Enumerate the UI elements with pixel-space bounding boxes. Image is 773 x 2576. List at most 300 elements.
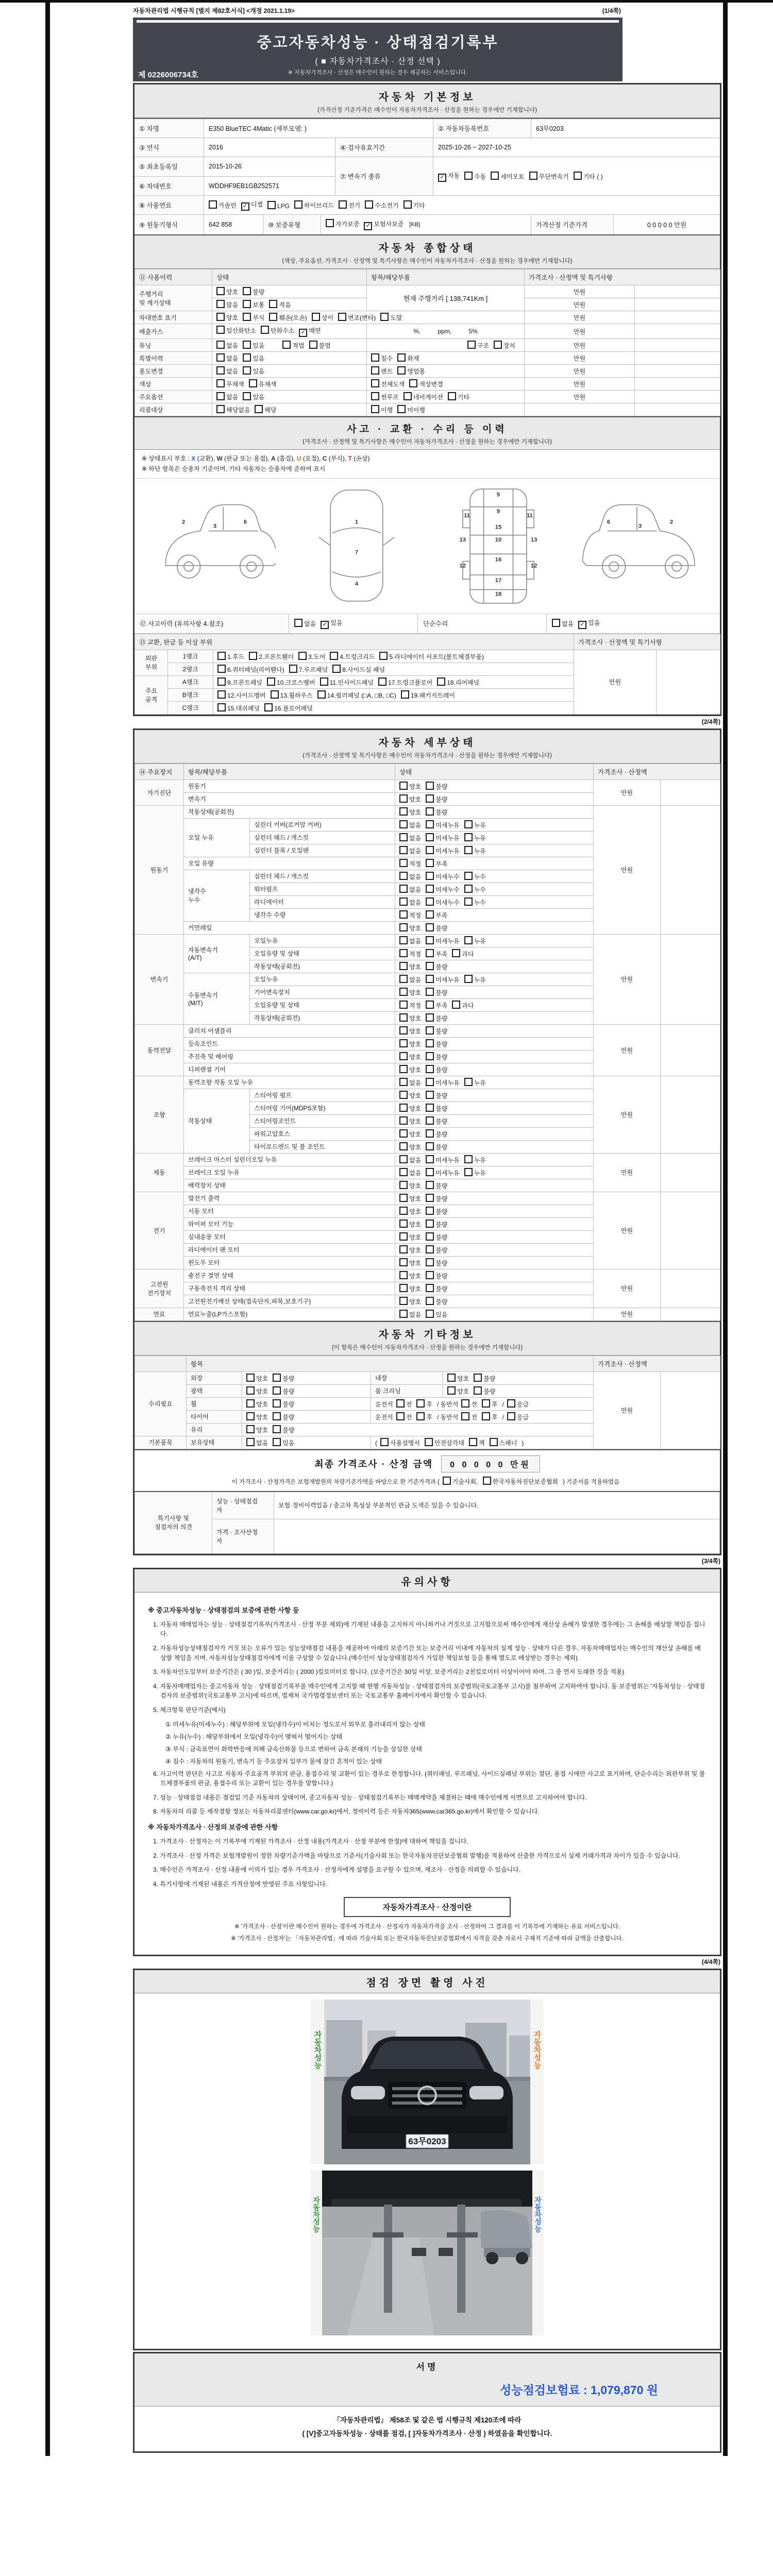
checkbox-option[interactable]: 19.패키지트레이 bbox=[401, 690, 455, 700]
checkbox-option[interactable]: ✓ 있음 bbox=[578, 618, 600, 629]
checkbox-option[interactable]: 기타 bbox=[448, 392, 469, 401]
checkbox-icon[interactable] bbox=[426, 897, 434, 906]
checkbox-icon[interactable] bbox=[416, 1412, 425, 1420]
checkbox-option[interactable]: 사용설명서 bbox=[380, 1438, 420, 1447]
checkbox-option[interactable]: 양호 bbox=[399, 962, 421, 971]
checkbox-icon[interactable] bbox=[426, 936, 434, 944]
checkbox-icon[interactable] bbox=[426, 1232, 434, 1241]
checkbox-option[interactable]: 양호 bbox=[399, 1181, 421, 1190]
checkbox-icon[interactable] bbox=[399, 1142, 408, 1150]
checkbox-option[interactable]: 불량 bbox=[273, 1399, 294, 1409]
checkbox-icon[interactable] bbox=[217, 652, 226, 660]
checkbox-option[interactable]: 화재 bbox=[397, 353, 419, 363]
checkbox-option[interactable]: 15.대쉬패널 bbox=[217, 703, 260, 713]
checkbox-icon[interactable] bbox=[399, 1284, 408, 1292]
checkbox-icon[interactable] bbox=[399, 1129, 408, 1138]
checkbox-icon[interactable] bbox=[399, 885, 408, 893]
checkbox-option[interactable]: 미세누수 bbox=[426, 897, 459, 907]
checkbox-icon[interactable] bbox=[326, 219, 334, 227]
checkbox-icon[interactable] bbox=[426, 1168, 434, 1176]
checkbox-icon[interactable] bbox=[217, 703, 226, 711]
checkbox-icon[interactable] bbox=[371, 366, 379, 375]
checkbox-option[interactable]: 양호 bbox=[447, 1386, 469, 1396]
checkbox-option[interactable]: 없음 bbox=[399, 936, 421, 945]
checkbox-option[interactable]: 불량 bbox=[426, 1104, 447, 1113]
checkbox-option[interactable]: 불량 bbox=[273, 1386, 294, 1396]
checkbox-option[interactable]: 미세누수 bbox=[426, 885, 459, 894]
checkbox-icon[interactable] bbox=[464, 885, 473, 893]
checkbox-icon[interactable] bbox=[216, 341, 225, 349]
checkbox-option[interactable]: 누유 bbox=[464, 1168, 486, 1177]
checkbox-option[interactable]: 불량 bbox=[426, 782, 447, 791]
checkbox-icon[interactable] bbox=[461, 1399, 469, 1408]
checkbox-option[interactable]: 보통 bbox=[243, 300, 264, 309]
checkbox-option[interactable]: 불량 bbox=[426, 1297, 447, 1306]
checkbox-icon[interactable] bbox=[452, 949, 460, 957]
checkbox-icon[interactable] bbox=[261, 326, 269, 334]
checkbox-option[interactable]: 변조(변타) bbox=[338, 313, 376, 322]
checkbox-option[interactable]: 양호 bbox=[399, 1142, 421, 1151]
checkbox-option[interactable]: 미세누유 bbox=[426, 1168, 459, 1177]
checkbox-icon[interactable] bbox=[216, 366, 225, 375]
checkbox-option[interactable]: 양호 bbox=[399, 1129, 421, 1139]
checkbox-option[interactable]: 미세누유 bbox=[426, 846, 459, 855]
checkbox-icon[interactable] bbox=[330, 652, 338, 660]
checkbox-option[interactable]: 양호 bbox=[399, 1232, 421, 1242]
checkbox-icon[interactable] bbox=[426, 1065, 434, 1073]
checkbox-icon[interactable] bbox=[396, 1399, 405, 1408]
checkbox-option[interactable]: 없음 bbox=[216, 392, 238, 401]
checkbox-icon[interactable] bbox=[494, 341, 502, 349]
checkbox-option[interactable]: 누유 bbox=[464, 975, 486, 984]
checkbox-icon[interactable] bbox=[216, 379, 225, 387]
checkbox-icon[interactable] bbox=[255, 405, 263, 413]
checkbox-icon[interactable] bbox=[426, 1091, 434, 1099]
checkbox-option[interactable]: 불량 bbox=[426, 1142, 447, 1151]
checkbox-option[interactable]: 불량 bbox=[426, 807, 447, 817]
checkbox-option[interactable]: 부족 bbox=[426, 859, 447, 868]
checkbox-icon[interactable] bbox=[282, 341, 291, 349]
checkbox-icon[interactable] bbox=[399, 910, 408, 919]
checkbox-icon[interactable] bbox=[399, 1039, 408, 1047]
checkbox-option[interactable]: 양호 bbox=[246, 1386, 268, 1396]
checkbox-option[interactable]: 16.플로어패널 bbox=[264, 703, 313, 713]
checkbox-option[interactable]: 불량 bbox=[426, 1232, 447, 1242]
checkbox-icon[interactable] bbox=[273, 1374, 281, 1382]
checkbox-option[interactable]: 양호 bbox=[399, 782, 421, 791]
checkbox-option[interactable]: 불량 bbox=[426, 1219, 447, 1229]
checkbox-icon[interactable] bbox=[243, 341, 251, 349]
checkbox-icon[interactable] bbox=[269, 313, 277, 321]
checkbox-icon[interactable] bbox=[317, 690, 326, 699]
checkbox-option[interactable]: 훼손(오손) bbox=[269, 313, 307, 322]
checkbox-icon[interactable] bbox=[552, 619, 560, 627]
checkbox-icon[interactable] bbox=[399, 1001, 408, 1009]
checkbox-icon[interactable] bbox=[447, 1386, 456, 1395]
checkbox-icon[interactable] bbox=[399, 1232, 408, 1241]
checkbox-option[interactable]: 미세누유 bbox=[426, 820, 459, 829]
checkbox-icon[interactable] bbox=[399, 1026, 408, 1035]
checkbox-option[interactable]: 미세누수 bbox=[426, 872, 459, 881]
checkbox-icon[interactable] bbox=[397, 353, 406, 362]
checkbox-icon[interactable] bbox=[474, 1374, 482, 1382]
checkbox-icon[interactable] bbox=[399, 1104, 408, 1112]
checkbox-option[interactable]: 양호 bbox=[399, 923, 421, 933]
checkbox-icon[interactable] bbox=[437, 677, 445, 686]
checkbox-icon[interactable] bbox=[399, 962, 408, 970]
checkbox-icon[interactable] bbox=[426, 962, 434, 970]
checkbox-option[interactable]: 양호 bbox=[399, 988, 421, 997]
checkbox-icon[interactable] bbox=[246, 1425, 255, 1433]
checkbox-option[interactable]: 양호 bbox=[246, 1425, 268, 1434]
checkbox-icon[interactable] bbox=[399, 949, 408, 957]
checkbox-icon[interactable] bbox=[378, 677, 386, 686]
checkbox-option[interactable]: 있음 bbox=[243, 341, 264, 350]
checkbox-icon[interactable] bbox=[399, 833, 408, 841]
checkbox-option[interactable]: 응급 bbox=[507, 1412, 529, 1421]
checkbox-icon[interactable] bbox=[267, 677, 275, 686]
checkbox-icon[interactable] bbox=[399, 1297, 408, 1305]
checkbox-option[interactable]: 양호 bbox=[216, 313, 238, 322]
checkbox-icon[interactable] bbox=[273, 1438, 281, 1446]
checkbox-icon[interactable] bbox=[217, 665, 226, 673]
checkbox-icon[interactable] bbox=[426, 1078, 434, 1086]
checkbox-icon[interactable] bbox=[249, 652, 257, 660]
checkbox-icon[interactable] bbox=[399, 872, 408, 880]
checkbox-icon[interactable] bbox=[426, 859, 434, 867]
checkbox-icon[interactable] bbox=[426, 1194, 434, 1202]
checkbox-option[interactable]: 없음 bbox=[552, 619, 574, 628]
checkbox-icon[interactable] bbox=[365, 200, 373, 209]
checkbox-icon[interactable] bbox=[271, 690, 279, 699]
checkbox-option[interactable]: 누유 bbox=[464, 1155, 486, 1164]
checkbox-icon[interactable] bbox=[320, 677, 328, 686]
checkbox-option[interactable]: 불량 bbox=[426, 988, 447, 997]
checkbox-option[interactable]: 스패너 bbox=[490, 1438, 517, 1447]
checkbox-icon[interactable] bbox=[216, 326, 225, 334]
checkbox-icon[interactable] bbox=[399, 897, 408, 906]
checkbox-icon[interactable] bbox=[332, 665, 341, 673]
checkbox-icon[interactable] bbox=[397, 405, 406, 413]
checkbox-icon[interactable] bbox=[399, 923, 408, 931]
checkbox-icon[interactable] bbox=[380, 313, 389, 321]
checkbox-option[interactable]: 없음 bbox=[399, 833, 421, 842]
checkbox-icon[interactable] bbox=[464, 1155, 473, 1163]
checkbox-option[interactable]: ✓ 보험사보증 bbox=[364, 219, 404, 230]
checkbox-option[interactable]: 없음 bbox=[399, 975, 421, 984]
checkbox-option[interactable]: 전기 bbox=[339, 200, 360, 210]
checkbox-icon[interactable] bbox=[339, 200, 347, 209]
checkbox-icon[interactable] bbox=[464, 172, 473, 180]
checkbox-option[interactable]: 후 bbox=[416, 1412, 432, 1421]
checkbox-icon[interactable] bbox=[399, 1052, 408, 1060]
checkbox-icon[interactable] bbox=[399, 1091, 408, 1099]
checkbox-option[interactable]: 세미오토 bbox=[491, 172, 524, 181]
checkbox-option[interactable]: 색상변경 bbox=[409, 379, 443, 388]
checkbox-option[interactable]: ✓ 디젤 bbox=[241, 200, 263, 211]
checkbox-option[interactable]: 있음 bbox=[273, 1438, 294, 1447]
checkbox-icon[interactable] bbox=[426, 820, 434, 828]
checkbox-icon[interactable] bbox=[426, 949, 434, 957]
checkbox-icon[interactable] bbox=[426, 1026, 434, 1035]
checkbox-icon[interactable] bbox=[399, 1155, 408, 1163]
checkbox-option[interactable]: 안전삼각대 bbox=[425, 1438, 464, 1447]
checkbox-option[interactable]: 누수 bbox=[464, 897, 486, 907]
checkbox-option[interactable]: 없음 bbox=[246, 1438, 268, 1447]
checkbox-option[interactable]: 없음 bbox=[399, 897, 421, 907]
checkbox-option[interactable]: 3.도어 bbox=[298, 652, 325, 661]
checkbox-icon[interactable] bbox=[216, 300, 225, 308]
checkbox-option[interactable]: 양호 bbox=[399, 1091, 421, 1100]
checkbox-option[interactable]: 불량 bbox=[273, 1412, 294, 1421]
checkbox-icon[interactable] bbox=[574, 172, 582, 180]
checkbox-icon[interactable] bbox=[426, 1104, 434, 1112]
checkbox-icon[interactable] bbox=[294, 619, 303, 627]
checkbox-option[interactable]: 양호 bbox=[216, 287, 238, 296]
checkbox-option[interactable]: 무채색 bbox=[216, 379, 244, 388]
checkbox-option[interactable]: 있음 bbox=[243, 353, 264, 363]
checkbox-icon[interactable] bbox=[426, 807, 434, 816]
checkbox-icon[interactable] bbox=[216, 392, 225, 400]
checkbox-option[interactable]: 불량 bbox=[426, 1181, 447, 1190]
checkbox-option[interactable]: 양호 bbox=[399, 1052, 421, 1061]
checkbox-icon[interactable] bbox=[464, 1078, 473, 1086]
checkbox-option[interactable]: 유채색 bbox=[249, 379, 277, 388]
checkbox-icon[interactable] bbox=[399, 782, 408, 790]
checkbox-icon[interactable] bbox=[426, 1310, 434, 1318]
checkbox-icon[interactable] bbox=[399, 859, 408, 867]
checkbox-option[interactable]: 부족 bbox=[426, 949, 447, 958]
checkbox-icon[interactable] bbox=[399, 1207, 408, 1215]
checkbox-icon[interactable]: ✓ bbox=[578, 621, 586, 629]
checkbox-option[interactable]: 양호 bbox=[399, 1194, 421, 1203]
checkbox-option[interactable]: 응급 bbox=[507, 1399, 529, 1409]
checkbox-option[interactable]: 영업용 bbox=[397, 366, 425, 376]
checkbox-icon[interactable] bbox=[469, 1438, 477, 1446]
checkbox-icon[interactable] bbox=[371, 379, 379, 387]
checkbox-option[interactable]: 부족 bbox=[426, 1001, 447, 1010]
checkbox-option[interactable]: 부족 bbox=[426, 910, 447, 920]
checkbox-option[interactable]: 과다 bbox=[452, 1001, 474, 1010]
checkbox-icon[interactable] bbox=[426, 1052, 434, 1060]
checkbox-option[interactable]: 불량 bbox=[426, 1091, 447, 1100]
checkbox-icon[interactable] bbox=[246, 1412, 255, 1420]
checkbox-icon[interactable] bbox=[249, 379, 257, 387]
checkbox-option[interactable]: 적법 bbox=[282, 341, 304, 350]
checkbox-option[interactable]: 없음 bbox=[216, 366, 238, 376]
checkbox-option[interactable]: 불량 bbox=[426, 1271, 447, 1280]
checkbox-icon[interactable] bbox=[464, 975, 473, 983]
checkbox-option[interactable]: 전 bbox=[396, 1412, 412, 1421]
checkbox-icon[interactable] bbox=[426, 794, 434, 803]
checkbox-icon[interactable] bbox=[404, 392, 412, 400]
checkbox-icon[interactable] bbox=[399, 1271, 408, 1279]
checkbox-icon[interactable] bbox=[399, 936, 408, 944]
checkbox-icon[interactable] bbox=[273, 1399, 281, 1408]
checkbox-icon[interactable]: ✓ bbox=[364, 222, 372, 230]
checkbox-icon[interactable] bbox=[399, 1258, 408, 1266]
checkbox-icon[interactable] bbox=[426, 1258, 434, 1266]
checkbox-option[interactable]: 전 bbox=[461, 1412, 477, 1421]
checkbox-option[interactable]: 탄화수소 bbox=[261, 326, 294, 335]
checkbox-option[interactable]: 미세누유 bbox=[426, 833, 459, 842]
checkbox-option[interactable]: 구조 bbox=[467, 341, 489, 350]
checkbox-option[interactable]: 불량 bbox=[426, 1052, 447, 1061]
checkbox-option[interactable]: 전 bbox=[461, 1399, 477, 1409]
checkbox-option[interactable]: 과다 bbox=[452, 949, 474, 958]
checkbox-option[interactable]: 불량 bbox=[426, 1194, 447, 1203]
checkbox-option[interactable]: 누수 bbox=[464, 872, 486, 881]
checkbox-icon[interactable] bbox=[246, 1438, 255, 1446]
checkbox-icon[interactable] bbox=[464, 1168, 473, 1176]
checkbox-option[interactable]: 10.크로스멤버 bbox=[267, 677, 315, 687]
checkbox-icon[interactable] bbox=[246, 1374, 255, 1382]
checkbox-option[interactable]: 불량 bbox=[426, 1284, 447, 1293]
checkbox-icon[interactable] bbox=[490, 1438, 498, 1446]
checkbox-option[interactable]: 장치 bbox=[494, 341, 515, 350]
checkbox-option[interactable]: ✓ 있음 bbox=[321, 618, 342, 629]
checkbox-option[interactable]: 후 bbox=[482, 1412, 498, 1421]
checkbox-option[interactable]: 1.후드 bbox=[217, 652, 244, 661]
checkbox-option[interactable]: 있음 bbox=[243, 366, 264, 376]
checkbox-icon[interactable] bbox=[273, 1386, 281, 1395]
checkbox-option[interactable]: 많음 bbox=[216, 300, 238, 309]
checkbox-option[interactable]: 기타 bbox=[404, 200, 425, 210]
checkbox-option[interactable]: 양호 bbox=[399, 1245, 421, 1255]
checkbox-icon[interactable] bbox=[243, 392, 251, 400]
checkbox-option[interactable]: 기타 ( ) bbox=[574, 172, 603, 181]
checkbox-option[interactable]: 누유 bbox=[464, 936, 486, 945]
checkbox-icon[interactable] bbox=[399, 1310, 408, 1318]
checkbox-option[interactable]: 전체도색 bbox=[371, 379, 405, 388]
checkbox-option[interactable]: 양호 bbox=[399, 1013, 421, 1023]
checkbox-icon[interactable] bbox=[426, 1271, 434, 1279]
checkbox-option[interactable]: 가솔린 bbox=[209, 200, 237, 210]
checkbox-option[interactable]: 적정 bbox=[399, 910, 421, 920]
checkbox-option[interactable]: 양호 bbox=[399, 1039, 421, 1048]
checkbox-option[interactable]: ✓ 매연 bbox=[299, 326, 321, 337]
checkbox-icon[interactable] bbox=[396, 1412, 405, 1420]
checkbox-icon[interactable] bbox=[399, 1065, 408, 1073]
checkbox-option[interactable]: 도말 bbox=[380, 313, 402, 322]
checkbox-option[interactable]: 양호 bbox=[246, 1412, 268, 1421]
checkbox-icon[interactable] bbox=[399, 1116, 408, 1125]
checkbox-icon[interactable] bbox=[399, 1245, 408, 1253]
checkbox-option[interactable]: 해당 bbox=[255, 405, 276, 414]
checkbox-icon[interactable] bbox=[399, 794, 408, 803]
checkbox-option[interactable]: 적정 bbox=[399, 949, 421, 958]
checkbox-option[interactable]: 하이브리드 bbox=[294, 200, 334, 210]
checkbox-option[interactable]: 불량 bbox=[426, 1207, 447, 1216]
checkbox-icon[interactable] bbox=[474, 1386, 482, 1395]
checkbox-icon[interactable] bbox=[464, 820, 473, 828]
checkbox-icon[interactable] bbox=[269, 300, 277, 308]
checkbox-option[interactable]: 양호 bbox=[399, 807, 421, 817]
checkbox-icon[interactable] bbox=[243, 353, 251, 362]
checkbox-option[interactable]: 누유 bbox=[464, 820, 486, 829]
checkbox-option[interactable]: 부식 bbox=[243, 313, 264, 322]
checkbox-icon[interactable] bbox=[404, 200, 412, 209]
checkbox-icon[interactable] bbox=[425, 1438, 433, 1446]
checkbox-icon[interactable] bbox=[426, 1129, 434, 1138]
checkbox-icon[interactable] bbox=[273, 1425, 281, 1433]
checkbox-icon[interactable]: ✓ bbox=[321, 621, 329, 629]
checkbox-icon[interactable] bbox=[246, 1399, 255, 1408]
checkbox-icon[interactable] bbox=[399, 1219, 408, 1228]
checkbox-option[interactable]: 8.사이드실 패널 bbox=[332, 665, 385, 674]
checkbox-option[interactable]: 썬루프 bbox=[371, 392, 399, 401]
checkbox-icon[interactable] bbox=[426, 872, 434, 880]
checkbox-icon[interactable] bbox=[452, 1001, 460, 1009]
checkbox-option[interactable]: 양호 bbox=[246, 1399, 268, 1409]
checkbox-icon[interactable] bbox=[416, 1399, 425, 1408]
checkbox-option[interactable]: 양호 bbox=[399, 1219, 421, 1229]
checkbox-icon[interactable] bbox=[399, 1181, 408, 1189]
checkbox-option[interactable]: 미세누유 bbox=[426, 1155, 459, 1164]
checkbox-option[interactable]: 없음 bbox=[216, 341, 238, 350]
checkbox-option[interactable]: 적음 bbox=[269, 300, 291, 309]
checkbox-icon[interactable]: ✓ bbox=[299, 329, 307, 337]
checkbox-option[interactable]: 자가보증 bbox=[326, 219, 359, 228]
checkbox-icon[interactable] bbox=[491, 172, 499, 180]
checkbox-icon[interactable] bbox=[482, 1399, 490, 1408]
checkbox-option[interactable]: 상이 bbox=[312, 313, 333, 322]
checkbox-icon[interactable] bbox=[217, 690, 226, 699]
checkbox-icon[interactable] bbox=[464, 897, 473, 906]
checkbox-option[interactable]: 침수 bbox=[371, 353, 393, 363]
checkbox-icon[interactable] bbox=[246, 1386, 255, 1395]
checkbox-option[interactable]: 양호 bbox=[399, 1258, 421, 1267]
checkbox-icon[interactable] bbox=[426, 1116, 434, 1125]
checkbox-option[interactable]: 이행 bbox=[371, 405, 393, 414]
checkbox-option[interactable]: 불량 bbox=[426, 1013, 447, 1023]
checkbox-option[interactable]: 해당없음 bbox=[216, 405, 250, 414]
checkbox-option[interactable]: 양호 bbox=[399, 1116, 421, 1126]
checkbox-icon[interactable] bbox=[216, 287, 225, 295]
checkbox-icon[interactable] bbox=[426, 1013, 434, 1022]
checkbox-option[interactable]: 후 bbox=[416, 1399, 432, 1409]
checkbox-icon[interactable] bbox=[409, 379, 417, 387]
checkbox-option[interactable]: 없음 bbox=[399, 1155, 421, 1164]
checkbox-icon[interactable] bbox=[464, 872, 473, 880]
checkbox-icon[interactable] bbox=[399, 807, 408, 816]
checkbox-icon[interactable] bbox=[464, 833, 473, 841]
checkbox-icon[interactable] bbox=[209, 200, 217, 209]
checkbox-icon[interactable] bbox=[309, 341, 317, 349]
checkbox-option[interactable]: 불법 bbox=[309, 341, 331, 350]
checkbox-option[interactable]: 불량 bbox=[426, 1245, 447, 1255]
checkbox-option[interactable]: 양호 bbox=[399, 794, 421, 804]
checkbox-option[interactable]: 전 bbox=[396, 1399, 412, 1409]
checkbox-option[interactable]: 없음 bbox=[399, 1310, 421, 1319]
checkbox-option[interactable]: 불량 bbox=[426, 1065, 447, 1074]
checkbox-option[interactable]: 12.사이드멤버 bbox=[217, 690, 266, 700]
checkbox-option[interactable]: 수동 bbox=[464, 172, 486, 181]
checkbox-option[interactable]: 누수 bbox=[464, 885, 486, 894]
checkbox-option[interactable]: 11.인사이드패널 bbox=[320, 677, 374, 687]
checkbox-icon[interactable] bbox=[399, 975, 408, 983]
checkbox-option[interactable]: 적정 bbox=[399, 859, 421, 868]
checkbox-option[interactable]: LPG bbox=[267, 201, 290, 210]
checkbox-icon[interactable] bbox=[243, 287, 251, 295]
checkbox-icon[interactable] bbox=[426, 846, 434, 854]
checkbox-option[interactable]: 있음 bbox=[426, 1310, 447, 1319]
checkbox-option[interactable]: 양호 bbox=[399, 1207, 421, 1216]
checkbox-option[interactable]: 수소전기 bbox=[365, 200, 398, 210]
checkbox-icon[interactable] bbox=[467, 341, 476, 349]
checkbox-icon[interactable] bbox=[426, 910, 434, 919]
checkbox-icon[interactable] bbox=[267, 201, 276, 209]
